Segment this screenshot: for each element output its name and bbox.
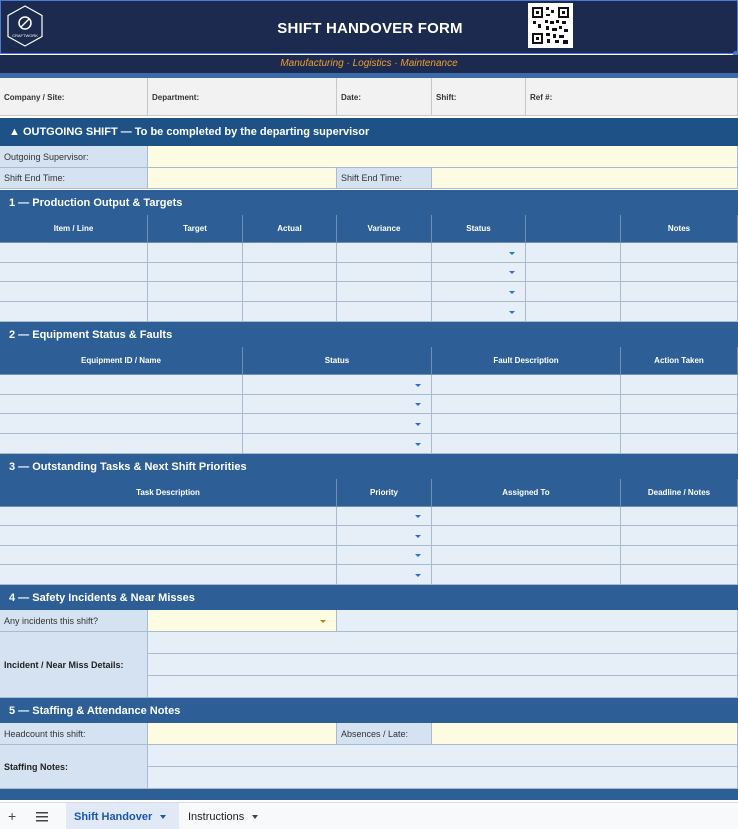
- dropdown-arrow-icon[interactable]: [320, 620, 326, 623]
- equipment-id-cell[interactable]: [0, 414, 243, 434]
- tab-label: Instructions: [188, 810, 245, 823]
- col-priority: Priority: [337, 479, 432, 507]
- incident-details-line[interactable]: [148, 632, 738, 654]
- production-target-cell[interactable]: [148, 243, 243, 263]
- fault-description-cell[interactable]: [432, 414, 621, 434]
- col-blank: [526, 215, 621, 243]
- task-description-cell[interactable]: [0, 546, 337, 565]
- task-assigned-cell[interactable]: [432, 526, 621, 546]
- production-extra-cell[interactable]: [526, 282, 621, 302]
- dropdown-arrow-icon[interactable]: [415, 443, 421, 446]
- col-deadline-notes: Deadline / Notes: [621, 479, 738, 507]
- equipment-id-cell[interactable]: [0, 395, 243, 414]
- equipment-status-dropdown[interactable]: [243, 375, 432, 395]
- production-variance-cell[interactable]: [337, 263, 432, 282]
- task-deadline-cell[interactable]: [621, 546, 738, 565]
- next-section-bar: [0, 789, 738, 800]
- production-item-cell[interactable]: [0, 263, 148, 282]
- safety-section-heading: 4 — Safety Incidents & Near Misses: [0, 585, 738, 610]
- col-task-description: Task Description: [0, 479, 337, 507]
- staffing-notes-line[interactable]: [148, 767, 738, 789]
- incidents-question-label: Any incidents this shift?: [0, 610, 148, 632]
- production-status-dropdown[interactable]: [432, 282, 526, 302]
- production-notes-cell[interactable]: [621, 263, 738, 282]
- production-status-dropdown[interactable]: [432, 302, 526, 322]
- task-assigned-cell[interactable]: [432, 565, 621, 585]
- fault-description-cell[interactable]: [432, 434, 621, 454]
- shift-end-time-label-2: Shift End Time:: [337, 168, 432, 189]
- shift-cell[interactable]: Shift:: [432, 78, 526, 116]
- col-status: Status: [432, 215, 526, 243]
- production-notes-cell[interactable]: [621, 243, 738, 263]
- incidents-extra-cell[interactable]: [337, 610, 738, 632]
- chevron-down-icon[interactable]: [160, 815, 166, 819]
- col-assigned-to: Assigned To: [432, 479, 621, 507]
- hamburger-icon[interactable]: [36, 812, 48, 822]
- production-status-dropdown[interactable]: [432, 243, 526, 263]
- production-actual-cell[interactable]: [243, 243, 337, 263]
- production-actual-cell[interactable]: [243, 263, 337, 282]
- task-priority-dropdown[interactable]: [337, 565, 432, 585]
- headcount-label: Headcount this shift:: [0, 723, 148, 745]
- production-actual-cell[interactable]: [243, 282, 337, 302]
- company-site-cell[interactable]: Company / Site:: [0, 78, 148, 116]
- action-taken-cell[interactable]: [621, 434, 738, 454]
- incident-details-line[interactable]: [148, 654, 738, 676]
- production-item-cell[interactable]: [0, 302, 148, 322]
- fault-description-cell[interactable]: [432, 395, 621, 414]
- outgoing-supervisor-label: Outgoing Supervisor:: [0, 146, 148, 168]
- production-actual-cell[interactable]: [243, 302, 337, 322]
- action-taken-cell[interactable]: [621, 395, 738, 414]
- dropdown-arrow-icon[interactable]: [509, 252, 515, 255]
- task-priority-dropdown[interactable]: [337, 526, 432, 546]
- incident-details-line[interactable]: [148, 676, 738, 698]
- production-extra-cell[interactable]: [526, 263, 621, 282]
- action-taken-cell[interactable]: [621, 375, 738, 395]
- ref-cell[interactable]: Ref #:: [526, 78, 738, 116]
- equipment-status-dropdown[interactable]: [243, 414, 432, 434]
- staffing-section-heading: 5 — Staffing & Attendance Notes: [0, 698, 738, 723]
- staffing-notes-line[interactable]: [148, 745, 738, 767]
- col-action-taken: Action Taken: [621, 347, 738, 375]
- production-item-cell[interactable]: [0, 243, 148, 263]
- equipment-status-dropdown[interactable]: [243, 434, 432, 454]
- dropdown-arrow-icon[interactable]: [415, 535, 421, 538]
- dropdown-arrow-icon[interactable]: [509, 271, 515, 274]
- production-notes-cell[interactable]: [621, 302, 738, 322]
- absences-input[interactable]: [432, 723, 738, 745]
- task-description-cell[interactable]: [0, 565, 337, 585]
- absences-label: Absences / Late:: [337, 723, 432, 745]
- shift-end-time-input[interactable]: [148, 168, 337, 189]
- task-assigned-cell[interactable]: [432, 546, 621, 565]
- outgoing-shift-heading: ▲ OUTGOING SHIFT — To be completed by the departing supervisor: [0, 118, 738, 146]
- production-status-dropdown[interactable]: [432, 263, 526, 282]
- task-deadline-cell[interactable]: [621, 526, 738, 546]
- form-title: SHIFT HANDOVER FORM: [277, 20, 463, 37]
- dropdown-arrow-icon[interactable]: [415, 515, 421, 518]
- incidents-dropdown[interactable]: [148, 610, 337, 632]
- dropdown-arrow-icon[interactable]: [509, 311, 515, 314]
- staffing-notes-label: Staffing Notes:: [0, 745, 148, 789]
- dropdown-arrow-icon[interactable]: [415, 574, 421, 577]
- equipment-section-heading: 2 — Equipment Status & Faults: [0, 322, 738, 347]
- equipment-id-cell[interactable]: [0, 434, 243, 454]
- production-target-cell[interactable]: [148, 302, 243, 322]
- col-variance: Variance: [337, 215, 432, 243]
- tab-instructions[interactable]: [180, 803, 274, 829]
- dropdown-arrow-icon[interactable]: [415, 403, 421, 406]
- tasks-section-heading: 3 — Outstanding Tasks & Next Shift Priorities: [0, 454, 738, 479]
- production-notes-cell[interactable]: [621, 282, 738, 302]
- tab-shift-handover[interactable]: [66, 803, 179, 829]
- col-fault-description: Fault Description: [432, 347, 621, 375]
- task-priority-dropdown[interactable]: [337, 507, 432, 526]
- action-taken-cell[interactable]: [621, 414, 738, 434]
- incident-details-label: Incident / Near Miss Details:: [0, 632, 148, 698]
- task-description-cell[interactable]: [0, 507, 337, 526]
- col-item-line: Item / Line: [0, 215, 148, 243]
- production-variance-cell[interactable]: [337, 243, 432, 263]
- svg-text:CRAFTWORK: CRAFTWORK: [12, 33, 38, 38]
- date-cell[interactable]: Date:: [337, 78, 432, 116]
- task-assigned-cell[interactable]: [432, 507, 621, 526]
- production-item-cell[interactable]: [0, 282, 148, 302]
- task-priority-dropdown[interactable]: [337, 546, 432, 565]
- dropdown-arrow-icon[interactable]: [415, 423, 421, 426]
- col-equipment-id: Equipment ID / Name: [0, 347, 243, 375]
- production-extra-cell[interactable]: [526, 302, 621, 322]
- production-extra-cell[interactable]: [526, 243, 621, 263]
- department-cell[interactable]: Department:: [148, 78, 337, 116]
- production-target-cell[interactable]: [148, 263, 243, 282]
- equipment-status-dropdown[interactable]: [243, 395, 432, 414]
- dropdown-arrow-icon[interactable]: [415, 384, 421, 387]
- qr-code-icon: [528, 3, 573, 48]
- task-description-cell[interactable]: [0, 526, 337, 546]
- col-equipment-status: Status: [243, 347, 432, 375]
- headcount-input[interactable]: [148, 723, 337, 745]
- outgoing-supervisor-input[interactable]: [148, 146, 738, 168]
- task-deadline-cell[interactable]: [621, 565, 738, 585]
- production-target-cell[interactable]: [148, 282, 243, 302]
- col-notes: Notes: [621, 215, 738, 243]
- task-deadline-cell[interactable]: [621, 507, 738, 526]
- shift-end-time-label: Shift End Time:: [0, 168, 148, 189]
- sheet-tab-bar: [0, 802, 738, 829]
- production-variance-cell[interactable]: [337, 282, 432, 302]
- dropdown-arrow-icon[interactable]: [415, 554, 421, 557]
- shift-end-time-input-2[interactable]: [432, 168, 738, 189]
- equipment-id-cell[interactable]: [0, 375, 243, 395]
- form-subtitle: Manufacturing · Logistics · Maintenance: [0, 55, 738, 73]
- col-target: Target: [148, 215, 243, 243]
- form-header[interactable]: [0, 0, 738, 54]
- chevron-down-icon[interactable]: [252, 815, 258, 819]
- production-section-heading: 1 — Production Output & Targets: [0, 190, 738, 215]
- production-variance-cell[interactable]: [337, 302, 432, 322]
- tab-label: Shift Handover: [74, 810, 153, 823]
- fault-description-cell[interactable]: [432, 375, 621, 395]
- dropdown-arrow-icon[interactable]: [509, 291, 515, 294]
- plus-icon[interactable]: +: [8, 808, 17, 824]
- col-actual: Actual: [243, 215, 337, 243]
